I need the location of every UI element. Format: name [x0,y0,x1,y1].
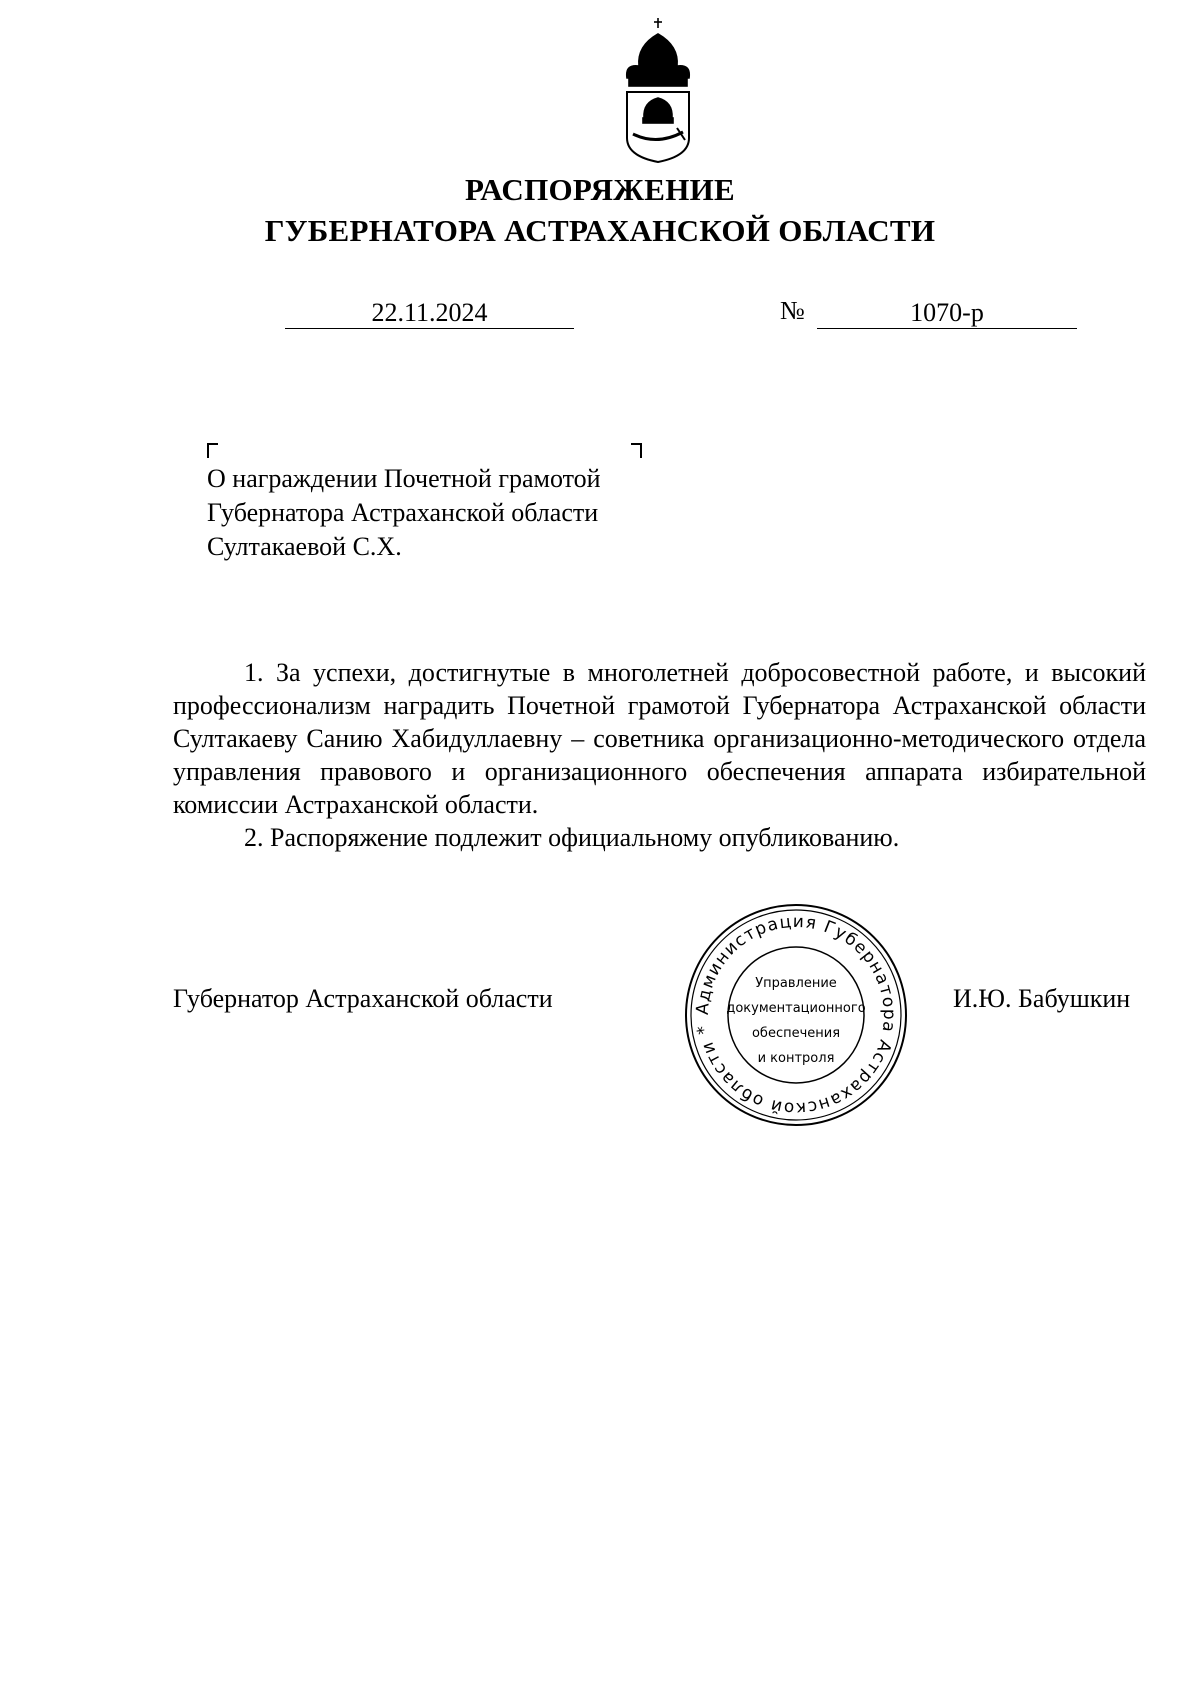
document-number: 1070-р [817,298,1077,329]
document-body [173,656,1146,854]
number-sign: № [780,296,805,325]
stamp-center-line: обеспечения [751,1026,841,1041]
subject-line: Губернатора Астраханской области [207,498,599,527]
document-subject [207,462,601,564]
official-stamp [682,901,910,1129]
body-paragraph: 2. Распоряжение подлежит официальному опубликованию. [244,823,900,852]
subject-line: Султакаевой С.Х. [207,532,402,561]
stamp-ring-text: Администрация Губернатора Астраханской области * [692,911,900,1119]
subject-corner-mark-right [631,443,642,458]
subject-corner-mark-left [207,443,218,458]
stamp-center-line: и контроля [757,1051,835,1066]
body-paragraph: 1. За успехи, достигнутые в многолетней добросовестной работе, и высокий профессионализм наградить Почетной грамотой Губернатора Астраханской области Султакаеву Санию Хабидуллаевну – советника организационно-методического отдела управления правового и организационного обеспечения аппарата избирательной комиссии Астраханской области. [173,658,1146,819]
signatory-name: И.Ю. Бабушкин [953,984,1131,1013]
signatory-position: Губернатор Астраханской области [173,984,553,1013]
stamp-center-line: Управление [755,976,837,991]
subject-line: О награждении Почетной грамотой [207,464,601,493]
stamp-center-line: документационного [726,1001,866,1016]
document-date: 22.11.2024 [285,298,574,329]
issuing-authority-title: ГУБЕРНАТОРА АСТРАХАНСКОЙ ОБЛАСТИ [264,213,936,248]
coat-of-arms-emblem [617,16,699,166]
document-type-title: РАСПОРЯЖЕНИЕ [464,172,736,207]
